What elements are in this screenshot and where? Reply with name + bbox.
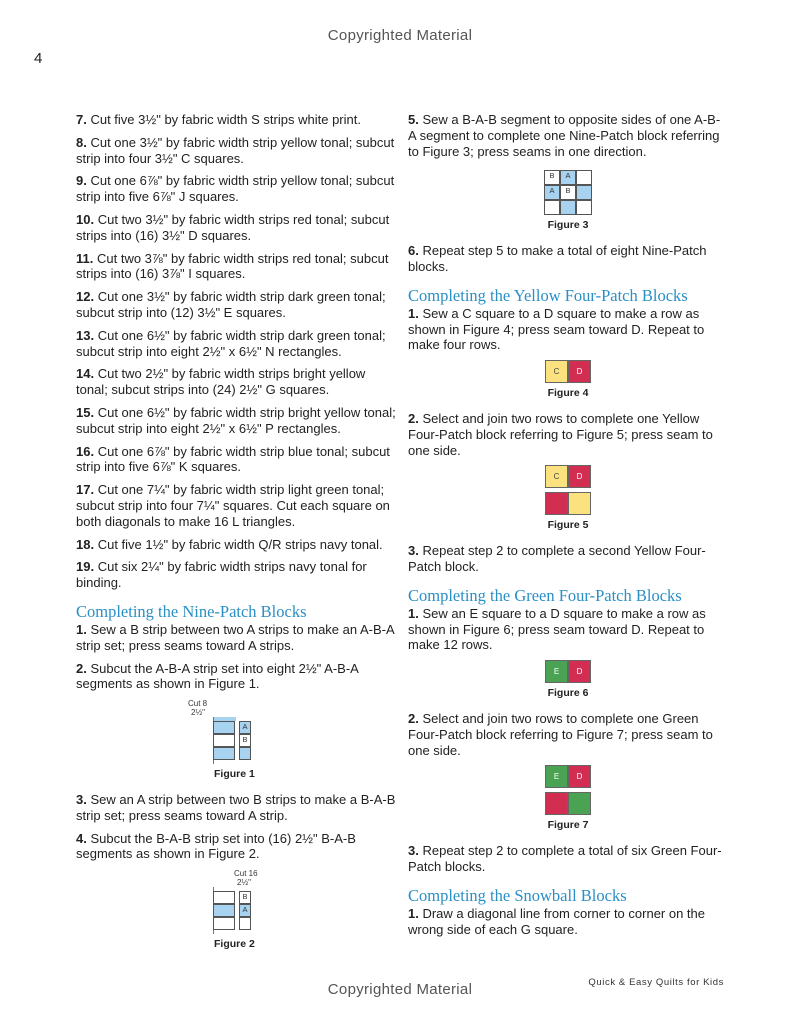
section-heading-snowball: Completing the Snowball Blocks	[408, 885, 627, 905]
figure-7	[408, 765, 728, 834]
step: 1. Sew a B strip between two A strips to make an A-B-A strip set; press seams toward A strips.	[76, 621, 394, 653]
cutting-step: 15. Cut one 6½" by fabric width strip bright yellow tonal; subcut strip into eight 2½" x 6½" P rectangles.	[76, 404, 396, 436]
size-label: 2½"	[191, 708, 205, 718]
figure-caption: Figure 1	[214, 768, 255, 781]
row-diagram	[545, 360, 591, 383]
four-patch-diagram	[545, 765, 591, 815]
step: 5. Sew a B-A-B segment to opposite sides of one A-B-A segment to complete one Nine-Patch block referring to Figure 3; press seams in one direction.	[408, 112, 721, 159]
cutting-step: 13. Cut one 6½" by fabric width strip dark green tonal; subcut strip into eight 2½" x 6½" N rectangles.	[76, 327, 386, 359]
figure-caption: Figure 6	[547, 687, 589, 700]
square-d	[545, 792, 568, 815]
patch-cell	[576, 185, 592, 200]
figure-caption: Figure 2	[214, 938, 255, 951]
square-e: E	[545, 765, 568, 788]
cutting-step: 17. Cut one 7¼" by fabric width strip light green tonal; subcut strip into four 7¼" squares. Cut each square on both diagonals to make 16 L triangles.	[76, 482, 390, 529]
patch-cell-b: B	[544, 170, 560, 185]
cutting-step: 12. Cut one 3½" by fabric width strip dark green tonal; subcut strip into (12) 3½" E squares.	[76, 289, 386, 320]
square-d: D	[568, 465, 591, 488]
cutting-step: 11. Cut two 3⅞" by fabric width strips red tonal; subcut strips into (16) 3⅞" I squares.	[76, 250, 389, 282]
row-diagram	[545, 660, 591, 683]
square-c	[568, 492, 591, 515]
figure-3	[408, 166, 728, 234]
segment-cell-a	[239, 747, 251, 760]
strip-set-diagram	[213, 717, 396, 764]
patch-cell	[560, 200, 576, 215]
book-title-footer: Quick & Easy Quilts for Kids	[588, 977, 724, 988]
segment-cell-b: B	[239, 734, 251, 747]
segment-cell-b: B	[239, 891, 251, 904]
cutting-steps	[76, 112, 396, 591]
patch-cell	[576, 200, 592, 215]
figure-5	[408, 465, 728, 534]
square-c: C	[545, 360, 568, 383]
square-d	[545, 492, 568, 515]
segment-cell-a: A	[239, 904, 251, 917]
figure-caption: Figure 7	[547, 819, 589, 832]
step: 3. Repeat step 2 to complete a total of six Green Four-Patch blocks.	[408, 843, 722, 874]
patch-cell-a: A	[544, 185, 560, 200]
right-column	[408, 112, 728, 944]
step: 2. Select and join two rows to complete one Yellow Four-Patch block referring to Figure 5; press seam to one side.	[408, 410, 713, 458]
figure-2	[166, 869, 396, 953]
cut-label: Cut 8	[188, 699, 208, 709]
patch-cell	[544, 200, 560, 215]
step: 6. Repeat step 5 to make a total of eight Nine-Patch blocks.	[408, 243, 707, 274]
patch-cell-b: B	[560, 185, 576, 200]
cutting-step: 9. Cut one 6⅞" by fabric width strip yellow tonal; subcut strip into five 6⅞" J squares.	[76, 173, 395, 205]
section-heading-green-four-patch: Completing the Green Four-Patch Blocks	[408, 585, 682, 605]
step: 3. Sew an A strip between two B strips to make a B-A-B strip set; press seams toward A strip.	[76, 791, 396, 823]
square-d: D	[568, 360, 591, 383]
size-label: 2½"	[237, 878, 251, 888]
cutting-step: 7. Cut five 3½" by fabric width S strips white print.	[76, 112, 361, 127]
section-heading-nine-patch: Completing the Nine-Patch Blocks	[76, 601, 307, 621]
patch-cell	[576, 170, 592, 185]
step: 2. Subcut the A-B-A strip set into eight 2½" A-B-A segments as shown in Figure 1.	[76, 660, 359, 692]
step: 1. Sew an E square to a D square to make a row as shown in Figure 6; press seam toward D. Repeat to make 12 rows.	[408, 605, 706, 653]
segment-cell-a: A	[239, 721, 251, 734]
step: 1. Sew a C square to a D square to make a row as shown in Figure 4; press seam toward D. Repeat to make four rows.	[408, 305, 705, 353]
figure-caption: Figure 5	[547, 519, 589, 532]
figure-6	[408, 660, 728, 702]
nine-patch-diagram	[544, 170, 592, 215]
step: 2. Select and join two rows to complete one Green Four-Patch block referring to Figure 7; press seam to one side.	[408, 710, 713, 758]
cutting-step: 14. Cut two 2½" by fabric width strips bright yellow tonal; subcut strips into (24) 2½" G squares.	[76, 366, 366, 398]
cutting-step: 10. Cut two 3½" by fabric width strips red tonal; subcut strips into (16) 3½" D squares.	[76, 211, 390, 243]
square-c: C	[545, 465, 568, 488]
cutting-step: 16. Cut one 6⅞" by fabric width strip blue tonal; subcut strip into five 6⅞" K squares.	[76, 443, 390, 475]
patch-cell-a: A	[560, 170, 576, 185]
page-number: 4	[34, 50, 43, 67]
square-d: D	[568, 765, 591, 788]
square-e: E	[545, 660, 568, 683]
copyright-header: Copyrighted Material	[327, 27, 473, 44]
figure-4	[408, 360, 728, 402]
left-column	[76, 112, 396, 962]
four-patch-diagram	[545, 465, 591, 515]
square-d: D	[568, 660, 591, 683]
cutting-step: 8. Cut one 3½" by fabric width strip yellow tonal; subcut strip into four 3½" C squares.	[76, 134, 395, 166]
step: 4. Subcut the B-A-B strip set into (16) 2½" B-A-B segments as shown in Figure 2.	[76, 830, 356, 862]
figure-caption: Figure 3	[547, 219, 589, 232]
copyright-footer: Copyrighted Material	[327, 981, 473, 998]
segment-cell-b	[239, 917, 251, 930]
section-heading-yellow-four-patch: Completing the Yellow Four-Patch Blocks	[408, 285, 688, 305]
square-e	[568, 792, 591, 815]
figure-1	[166, 699, 396, 783]
step: 3. Repeat step 2 to complete a second Yellow Four-Patch block.	[408, 543, 706, 574]
cutting-step: 19. Cut six 2¼" by fabric width strips navy tonal for binding.	[76, 559, 367, 591]
strip-set-diagram	[213, 887, 396, 934]
step: 1. Draw a diagonal line from corner to corner on the wrong side of each G square.	[408, 905, 706, 937]
cut-label: Cut 16	[234, 869, 258, 879]
figure-caption: Figure 4	[547, 387, 589, 400]
cutting-step: 18. Cut five 1½" by fabric width Q/R strips navy tonal.	[76, 536, 383, 552]
